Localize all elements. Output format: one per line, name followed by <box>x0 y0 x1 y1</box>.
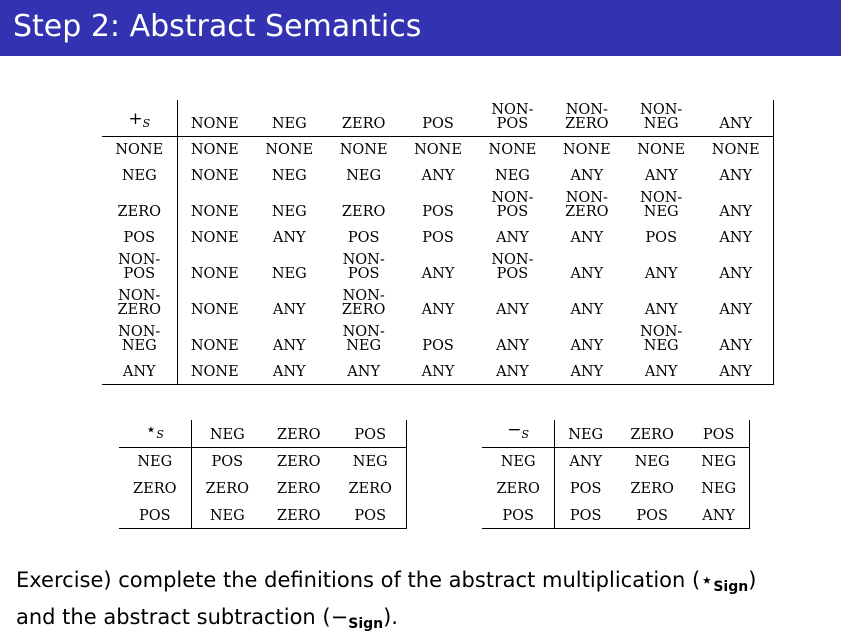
table-cell: ANY <box>570 338 604 354</box>
row-header: ZERO <box>482 474 555 501</box>
column-header: ANY <box>698 100 773 136</box>
row-header: NON- NEG <box>102 322 177 358</box>
table-cell: ANY <box>698 286 773 322</box>
table-cell: NEG <box>271 168 307 184</box>
column-header: ZERO <box>341 115 386 132</box>
table-cell: ZERO <box>277 454 321 470</box>
table-cell: ANY <box>688 501 749 528</box>
table-cell: ANY <box>570 266 604 282</box>
table-cell: NEG <box>271 266 307 282</box>
table-cell: NEG <box>209 507 245 524</box>
mul-subscript: Sign <box>713 579 749 595</box>
table-cell: NONE <box>190 302 239 318</box>
exercise-text-part4: ). <box>383 605 398 629</box>
table-cell: ZERO <box>630 481 674 497</box>
exercise-text-part1: Exercise) complete the definitions of the abstract multiplication ( <box>16 568 701 592</box>
table-cell: ANY <box>644 168 678 184</box>
table-cell: NON- NEG <box>342 324 385 354</box>
table-row <box>102 224 774 250</box>
table-cell: ANY <box>698 162 773 188</box>
table-row <box>482 474 750 501</box>
column-header: NEG <box>271 115 307 132</box>
abstract-addition-table <box>102 100 774 385</box>
table-cell: NEG <box>495 168 530 184</box>
table-cell: NONE <box>190 266 239 282</box>
table-cell: POS <box>334 501 406 528</box>
column-header: NEG <box>568 426 604 443</box>
sub-subscript: Sign <box>348 616 384 632</box>
column-header: NON- NEG <box>640 101 683 132</box>
column-header: POS <box>688 420 749 447</box>
table-cell: ANY <box>570 230 604 246</box>
column-header: POS <box>334 420 406 447</box>
table-cell: NONE <box>190 230 239 246</box>
table-cell: ZERO <box>277 507 321 524</box>
table-cell: ANY <box>698 322 773 358</box>
table-cell: POS <box>422 338 454 354</box>
table-row <box>102 162 774 188</box>
row-header: NON- POS <box>102 250 177 286</box>
row-header: POS <box>102 224 177 250</box>
table-cell: ANY <box>496 230 529 246</box>
table-cell: NONE <box>562 142 611 158</box>
row-header: NEG <box>102 162 177 188</box>
table-cell: ANY <box>421 266 455 282</box>
table-cell: ANY <box>272 338 306 354</box>
table-cell: ANY <box>496 302 529 318</box>
table-cell: ANY <box>644 302 678 318</box>
table-cell: NONE <box>637 142 686 158</box>
column-header: NEG <box>209 426 245 443</box>
table-cell: ZERO <box>341 204 386 220</box>
table-cell: POS <box>569 507 602 524</box>
table-row <box>102 286 774 322</box>
table-cell: POS <box>347 230 380 246</box>
mul-symbol: ⋆ <box>700 568 714 592</box>
table-cell: ANY <box>570 363 604 380</box>
table-row <box>102 136 774 162</box>
table-cell: NONE <box>190 142 239 158</box>
table-row <box>102 358 774 384</box>
title-bar <box>0 0 841 56</box>
operator-symbol: $-_S$ <box>482 420 555 447</box>
table-cell: NONE <box>339 142 388 158</box>
table-cell: ANY <box>272 363 306 380</box>
row-header: POS <box>482 501 555 528</box>
table-cell: ZERO <box>205 481 250 497</box>
slide-title: Step 2: Abstract Semantics <box>13 9 422 44</box>
row-header: NEG <box>482 447 555 474</box>
table-cell: ANY <box>570 168 604 184</box>
table-row <box>482 447 750 474</box>
table-cell: NONE <box>414 142 462 158</box>
table-row <box>119 474 407 501</box>
table-cell: POS <box>422 204 454 220</box>
table-cell: ANY <box>698 250 773 286</box>
table-cell: NONE <box>190 338 239 354</box>
table-cell: ANY <box>496 363 529 380</box>
table-cell: NEG <box>688 447 749 474</box>
table-cell: ANY <box>698 358 773 384</box>
row-header: NEG <box>119 447 191 474</box>
column-header: ZERO <box>277 426 321 443</box>
column-header: ZERO <box>630 426 674 443</box>
exercise-text <box>16 565 836 639</box>
table-cell: NEG <box>688 474 749 501</box>
table-cell: ANY <box>698 188 773 224</box>
table-cell: NON- ZERO <box>565 190 609 220</box>
table-cell: NONE <box>190 168 239 184</box>
table-cell: NONE <box>190 363 239 380</box>
table-cell: NONE <box>488 142 537 158</box>
table-cell: POS <box>211 454 244 470</box>
table-row <box>119 447 407 474</box>
table-cell: ANY <box>421 363 455 380</box>
table-cell: ZERO <box>334 474 406 501</box>
table-cell: ZERO <box>277 481 321 497</box>
table-cell: ANY <box>421 168 455 184</box>
table-cell: POS <box>569 481 602 497</box>
table-cell: NEG <box>271 204 307 220</box>
table-cell: NEG <box>334 447 406 474</box>
row-header: POS <box>119 501 191 528</box>
table-cell: ANY <box>644 266 678 282</box>
table-cell: NON- POS <box>491 252 534 282</box>
sub-symbol: − <box>330 605 349 629</box>
table-cell: NEG <box>346 168 382 184</box>
table-row <box>482 501 750 528</box>
table-cell: ANY <box>421 302 455 318</box>
row-header: ANY <box>102 358 177 384</box>
column-header: NON- POS <box>491 101 534 132</box>
row-header: ZERO <box>119 474 191 501</box>
operator-symbol: $+_S$ <box>102 100 177 136</box>
table-cell: NON- POS <box>342 252 385 282</box>
table-row <box>102 250 774 286</box>
table-cell: ANY <box>347 363 381 380</box>
table-cell: POS <box>636 507 668 524</box>
column-header: NON- ZERO <box>565 101 609 132</box>
exercise-text-part3: and the abstract subtraction ( <box>16 605 331 629</box>
table-cell: NON- ZERO <box>341 288 386 318</box>
table-cell: POS <box>645 230 677 246</box>
table-cell: ANY <box>644 363 678 380</box>
row-header: NON- ZERO <box>102 286 177 322</box>
row-header: NONE <box>102 136 177 162</box>
exercise-text-part2: ) <box>748 568 757 592</box>
table-cell: ANY <box>570 302 604 318</box>
table-cell: NONE <box>265 142 314 158</box>
operator-symbol: $⋆_S$ <box>119 420 191 447</box>
abstract-subtraction-table <box>482 420 750 529</box>
table-cell: NON- POS <box>491 190 534 220</box>
column-header: NONE <box>190 115 239 132</box>
table-cell: NON- NEG <box>640 190 683 220</box>
table-cell: ANY <box>272 230 306 246</box>
table-cell: NONE <box>190 204 239 220</box>
table-cell: POS <box>422 230 454 246</box>
table-cell: ANY <box>569 454 603 470</box>
table-row <box>102 188 774 224</box>
abstract-multiplication-table <box>119 420 407 529</box>
table-cell: NEG <box>634 454 670 470</box>
table-cell: ANY <box>496 338 529 354</box>
table-cell: ANY <box>272 302 306 318</box>
row-header: ZERO <box>102 188 177 224</box>
table-cell: ANY <box>698 224 773 250</box>
table-cell: NONE <box>698 136 773 162</box>
table-cell: NON- NEG <box>640 324 683 354</box>
table-row <box>102 322 774 358</box>
column-header: POS <box>422 115 454 132</box>
table-row <box>119 501 407 528</box>
